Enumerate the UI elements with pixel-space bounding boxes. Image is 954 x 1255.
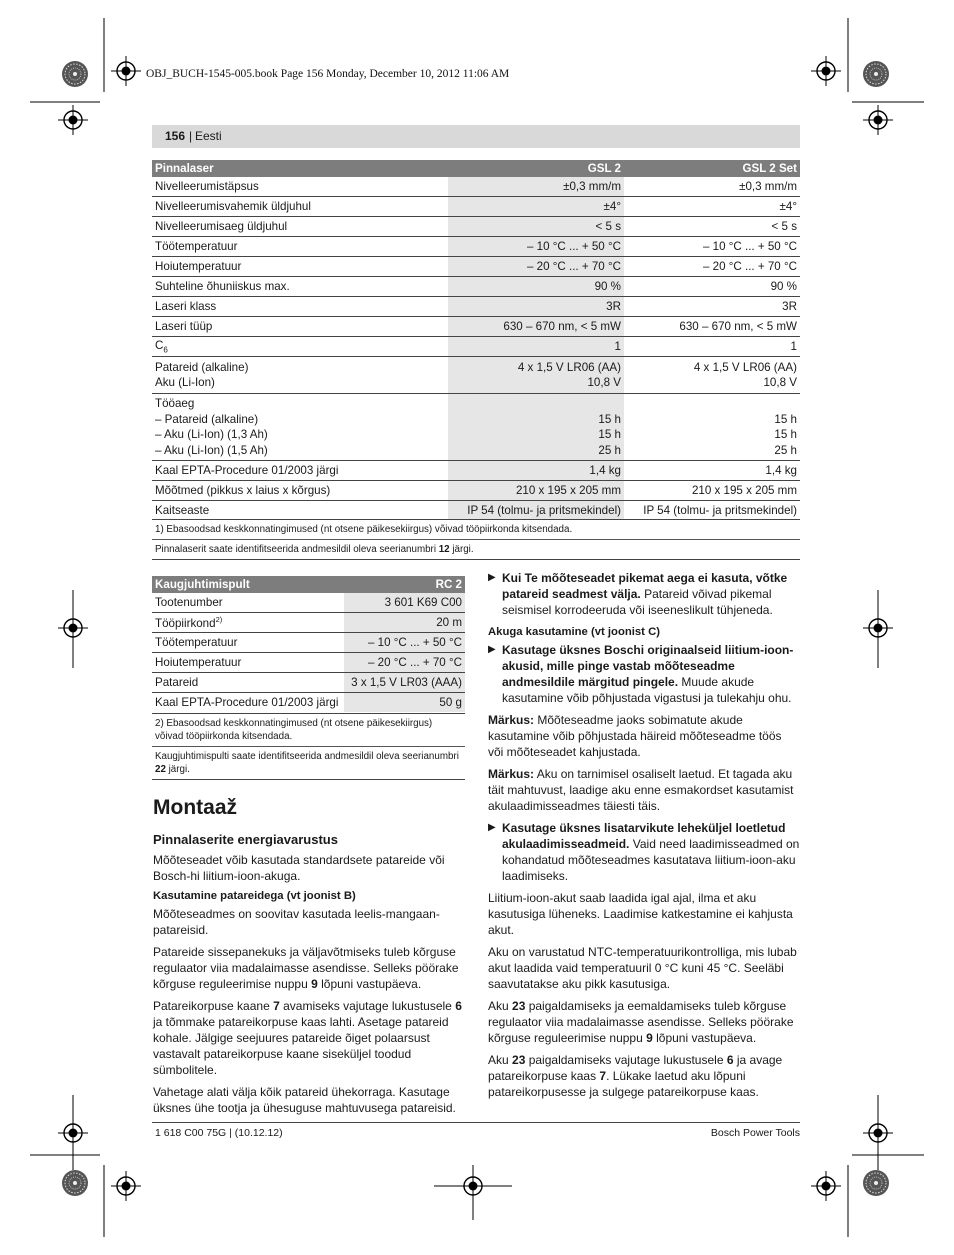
bullet-bold: Kasutage üksnes Boschi originaalseid liitium-ioon-akusid, mille pinge vastab mõõteseadme andmesildile märgitud pingele. xyxy=(502,643,794,689)
remote-value: – 10 °C ... + 50 °C xyxy=(344,633,465,653)
star-target-top-left xyxy=(62,61,88,87)
runtime-gsl2set-liion-13: 15 h xyxy=(774,428,797,441)
runtime-gsl2set-liion-15: 25 h xyxy=(774,443,797,457)
text-run: paigaldamiseks ja eemaldamiseks tuleb kõrguse regulaator viia madalaimasse asendisse. Selleks pöörake kõrguse reguleerimise nuppu xyxy=(488,999,794,1045)
spec-label: Nivelleerumisvahemik üldjuhul xyxy=(152,197,448,217)
runtime-liion-15-label: – Aku (Li-Ion) (1,5 Ah) xyxy=(155,443,268,457)
text-run: ja tõmmake patareikorpuse kaas lahti. Asetage patareid kohale. Jälgige seejuures patareide õiget polaarsust vastavalt patareikorpuse kaane siseküljel toodud sümbolitele. xyxy=(153,1015,449,1077)
table-row xyxy=(152,237,800,257)
text-run: Aku xyxy=(488,1053,513,1067)
remote-label: Kaal EPTA-Procedure 01/2003 järgi xyxy=(155,696,339,709)
spec-value-gsl2set: – 20 °C ... + 70 °C xyxy=(624,257,800,277)
remote-value: 20 m xyxy=(344,613,465,633)
subsection-heading: Pinnalaserite energiavarustus xyxy=(153,832,338,847)
runtime-title: Tööaeg xyxy=(155,397,195,410)
ref-number: 6 xyxy=(726,1053,734,1067)
table-row xyxy=(152,613,465,633)
table-row xyxy=(152,177,800,197)
batteries-liion-gsl2set: 10,8 V xyxy=(763,376,797,389)
table-row xyxy=(152,257,800,277)
spec-value-gsl2: – 20 °C ... + 70 °C xyxy=(448,257,624,277)
remote-header-label: Kaugjuhtimispult xyxy=(152,576,344,593)
table-row xyxy=(152,317,800,337)
bullet-triangle-icon: ▶ xyxy=(488,822,496,833)
spec-table-header xyxy=(152,160,800,177)
paragraph: Vahetage alati välja kõik patareid ühekorraga. Kasutage üksnes ühe tootja ja ühesuguse mahtuvusega patareisid. xyxy=(153,1085,456,1115)
remote-value: 50 g xyxy=(344,693,465,713)
spec-value-gsl2set: 90 % xyxy=(624,277,800,297)
ref-number: 9 xyxy=(311,977,318,991)
ref-number: 7 xyxy=(599,1069,607,1083)
spec-value-gsl2: – 10 °C ... + 50 °C xyxy=(448,237,624,257)
note-text: Mõõteseadme jaoks sobimatute akude kasutamine võib põhjustada häireid mõõteseadme töös või mõõteseadet kahjustada. xyxy=(488,713,782,759)
table-row xyxy=(152,653,465,673)
spec-value-gsl2: 210 x 195 x 205 mm xyxy=(448,481,624,501)
remote-range-label: Tööpiirkond xyxy=(155,616,216,630)
remote-footnote-1: 2) Ebasoodsad keskkonnatingimused (nt otsene päikesekiirgus) võivad tööpiirkonda kitsendada. xyxy=(152,714,465,747)
ref-number: 7 xyxy=(273,999,280,1013)
spec-label-batteries xyxy=(152,357,448,394)
star-target-bottom-right xyxy=(863,1170,889,1196)
bullet-text: Muude akude kasutamine võib põhjustada vigastusi ja tulekahju ohu. xyxy=(502,675,792,705)
bullet-item xyxy=(488,820,800,884)
text-run: Patareide sissepanekuks ja väljavõtmiseks tuleb kõrguse regulaator viia madalaimasse asendisse. Selleks pöörake kõrguse reguleerimise nuppu xyxy=(153,945,459,991)
table-row xyxy=(152,481,800,501)
remote-table-header xyxy=(152,576,465,593)
batteries-liion-label: Aku (Li-Ion) xyxy=(155,376,215,389)
spec-label: Nivelleerumisaeg üldjuhul xyxy=(152,217,448,237)
remote-label-range xyxy=(152,613,344,633)
remote-footnote-2 xyxy=(152,747,465,780)
footer-rule xyxy=(152,1122,800,1123)
bullet-bold: Kasutage üksnes lisatarvikute leheküljel loetletud akulaadimisseadmeid. xyxy=(502,821,786,851)
paragraph: Aku on varustatud NTC-temperatuurikontrolliga, mis lubab akut laadida vaid temperatuuril 0 °C kuni 45 °C. Seeläbi saavutatakse aku pikk kasutusiga. xyxy=(488,945,797,991)
remote-range-sup: 2) xyxy=(215,615,223,625)
runtime-gsl2-liion-13: 15 h xyxy=(598,428,621,441)
runtime-alkaline-label: – Patareid (alkaline) xyxy=(155,412,259,426)
ref-number: 23 xyxy=(512,1053,526,1067)
table-row xyxy=(152,633,465,653)
table-row xyxy=(152,197,800,217)
sub-heading-batteries: Kasutamine patareidega (vt joonist B) xyxy=(153,890,356,902)
note-text: Aku on tarnimisel osaliselt laetud. Et tagada aku täit mahtuvust, laadige aku enne esmakordset kasutamist akulaadimisseadmes täiesti täis. xyxy=(488,767,794,813)
ref-number: 9 xyxy=(646,1031,653,1045)
runtime-gsl2-liion-15: 25 h xyxy=(598,443,621,457)
spec-value-gsl2set: 1 xyxy=(624,337,800,357)
ref-number: 23 xyxy=(512,999,526,1013)
spec-value-gsl2: < 5 s xyxy=(448,217,624,237)
spec-footnote-2 xyxy=(152,540,800,560)
remote-label: Tootenumber xyxy=(152,593,344,613)
table-row xyxy=(152,337,800,357)
text-run: ja avage patareikorpuse kaas xyxy=(488,1053,783,1083)
left-column xyxy=(153,796,465,1122)
spec-value-gsl2 xyxy=(448,357,624,394)
runtime-liion-13-label: – Aku (Li-Ion) (1,3 Ah) xyxy=(155,428,268,441)
text-run: avamiseks vajutage lukustusele xyxy=(279,999,456,1013)
text-run: Patareikorpuse kaane xyxy=(153,999,274,1013)
spec-value-gsl2: 1,4 kg xyxy=(448,461,624,481)
remote-footnote-2-text: Kaugjuhtimispulti saate identifitseerida andmesildil oleva seerianumbri xyxy=(155,751,459,762)
spec-label: Mõõtmed (pikkus x laius x kõrgus) xyxy=(152,481,448,501)
table-row xyxy=(152,673,465,693)
paragraph: Liitium-ioon-akut saab laadida igal ajal, ilma et aku kasutusiga lüheneks. Laadimise katkestamine ei kahjusta akut. xyxy=(488,891,793,937)
bullet-item xyxy=(488,570,800,618)
spec-value-gsl2set: IP 54 (tolmu- ja pritsmekindel) xyxy=(643,504,797,517)
spec-value-gsl2set: 1,4 kg xyxy=(624,461,800,481)
table-row xyxy=(152,501,800,521)
spec-footnotes xyxy=(152,519,800,560)
remote-table xyxy=(152,576,465,712)
page-number: 156 xyxy=(165,129,186,143)
text-run: Aku xyxy=(488,999,513,1013)
spec-label-c6 xyxy=(152,337,448,357)
sub-heading-battery: Akuga kasutamine (vt joonist C) xyxy=(488,626,660,638)
runtime-gsl2-alkaline: 15 h xyxy=(598,412,621,426)
batteries-alkaline-label: Patareid (alkaline) xyxy=(155,361,249,374)
spec-table xyxy=(152,160,800,520)
paragraph xyxy=(488,998,800,1046)
page-language: Eesti xyxy=(195,129,222,143)
spec-value-gsl2set: < 5 s xyxy=(624,217,800,237)
spec-value-gsl2: 3R xyxy=(448,297,624,317)
table-row xyxy=(152,693,465,713)
ref-number: 6 xyxy=(455,999,462,1013)
spec-value-gsl2set xyxy=(624,394,800,461)
note-label: Märkus: xyxy=(488,767,535,781)
table-row xyxy=(152,357,800,394)
c6-letter: C xyxy=(155,338,164,352)
remote-footnotes xyxy=(152,713,465,780)
page-header-bar xyxy=(152,125,800,148)
runtime-gsl2set-alkaline: 15 h xyxy=(774,412,797,426)
spec-value-gsl2set xyxy=(624,357,800,394)
bullet-text: Vaid need laadimisseadmed on kohandatud mõõteseadmes kasutatava liitium-ioon-aku laadimiseks. xyxy=(502,837,800,883)
note xyxy=(488,766,800,814)
paragraph: Mõõteseadmes on soovitav kasutada leelis-mangaan-patareisid. xyxy=(153,907,440,937)
paragraph xyxy=(153,944,465,992)
spec-value-gsl2: IP 54 (tolmu- ja pritsmekindel) xyxy=(448,501,624,521)
star-target-top-right xyxy=(863,61,889,87)
page-separator: | xyxy=(189,129,193,143)
batteries-alkaline-gsl2set: 4 x 1,5 V LR06 (AA) xyxy=(693,361,797,374)
footer-brand: Bosch Power Tools xyxy=(710,1127,800,1139)
spec-value-gsl2: ±0,3 mm/m xyxy=(448,177,624,197)
spec-value-gsl2set: 210 x 195 x 205 mm xyxy=(624,481,800,501)
print-header: OBJ_BUCH-1545-005.book Page 156 Monday, December 10, 2012 11:06 AM xyxy=(146,68,510,80)
paragraph xyxy=(153,998,465,1078)
paragraph: Mõõteseadet võib kasutada standardsete patareide või Bosch-hi liitium-ioon-akuga. xyxy=(153,853,445,883)
table-row xyxy=(152,277,800,297)
spec-label: Töötemperatuur xyxy=(152,237,448,257)
remote-header-model: RC 2 xyxy=(344,576,465,593)
remote-footnote-2-ref: 22 xyxy=(155,764,166,775)
spec-label: Suhteline õhuniiskus max. xyxy=(152,277,448,297)
spec-label: Kaitseaste xyxy=(155,504,210,517)
c6-subscript: 6 xyxy=(163,345,168,355)
bullet-triangle-icon: ▶ xyxy=(488,644,496,655)
note xyxy=(488,712,800,760)
spec-value-gsl2: 90 % xyxy=(448,277,624,297)
right-column xyxy=(488,570,800,1106)
spec-header-gsl2: GSL 2 xyxy=(448,160,624,177)
remote-footnote-2-end: järgi. xyxy=(165,764,190,775)
bullet-text: Patareid võivad pikemal seismisel korrodeeruda või iseeneslikult tühjeneda. xyxy=(502,587,773,617)
table-row xyxy=(152,217,800,237)
paragraph xyxy=(488,1052,800,1100)
spec-label-runtime xyxy=(152,394,448,461)
spec-footnote-2-ref: 12 xyxy=(438,544,450,555)
spec-label: Kaal EPTA-Procedure 01/2003 järgi xyxy=(152,461,448,481)
spec-label: Hoiutemperatuur xyxy=(152,257,448,277)
bullet-bold: Kui Te mõõteseadet pikemat aega ei kasuta, võtke patareid seadmest välja. xyxy=(502,571,788,601)
spec-value-gsl2set: 3R xyxy=(624,297,800,317)
bullet-item xyxy=(488,642,800,706)
remote-label: Töötemperatuur xyxy=(152,633,344,653)
table-row xyxy=(152,297,800,317)
note-label: Märkus: xyxy=(488,713,535,727)
star-target-bottom-left xyxy=(62,1170,88,1196)
spec-label: Laseri tüüp xyxy=(152,317,448,337)
spec-value-gsl2set: 630 – 670 nm, < 5 mW xyxy=(624,317,800,337)
spec-header-gsl2set: GSL 2 Set xyxy=(624,160,800,177)
table-row xyxy=(152,461,800,481)
remote-value: 3 601 K69 C00 xyxy=(344,593,465,613)
spec-footnote-1: 1) Ebasoodsad keskkonnatingimused (nt otsene päikesekiirgus) võivad tööpiirkonda kitsendada. xyxy=(152,520,800,540)
spec-value-gsl2: ±4° xyxy=(448,197,624,217)
text-run: lõpuni vastupäeva. xyxy=(317,977,422,991)
spec-value-gsl2 xyxy=(448,394,624,461)
section-heading: Montaaž xyxy=(153,796,237,819)
spec-value-gsl2set: ±0,3 mm/m xyxy=(624,177,800,197)
batteries-alkaline-gsl2: 4 x 1,5 V LR06 (AA) xyxy=(517,361,621,374)
text-run: paigaldamiseks vajutage lukustusele xyxy=(525,1053,727,1067)
text-run: lõpuni vastupäeva. xyxy=(652,1031,757,1045)
table-row xyxy=(152,593,465,613)
spec-value-gsl2: 1 xyxy=(448,337,624,357)
remote-label: Hoiutemperatuur xyxy=(152,653,344,673)
spec-header-label: Pinnalaser xyxy=(152,160,448,177)
spec-label: Laseri klass xyxy=(152,297,448,317)
text-run: . Lükake laetud aku lõpuni patareikorpusesse ja sulgege patareikorpuse kaas. xyxy=(488,1069,759,1099)
spec-label: Nivelleerumistäpsus xyxy=(152,177,448,197)
remote-label: Patareid xyxy=(152,673,344,693)
spec-value-gsl2set: ±4° xyxy=(624,197,800,217)
spec-value-gsl2: 630 – 670 nm, < 5 mW xyxy=(448,317,624,337)
footer-doc-number: 1 618 C00 75G | (10.12.12) xyxy=(155,1127,283,1139)
remote-value: 3 x 1,5 V LR03 (AAA) xyxy=(344,673,465,693)
spec-footnote-2-end: järgi. xyxy=(449,544,474,555)
batteries-liion-gsl2: 10,8 V xyxy=(587,376,621,389)
table-row xyxy=(152,394,800,461)
spec-footnote-2-text: Pinnalaserit saate identifitseerida andmesildil oleva seerianumbri xyxy=(155,544,439,555)
bullet-triangle-icon: ▶ xyxy=(488,572,496,583)
spec-value-gsl2set: – 10 °C ... + 50 °C xyxy=(624,237,800,257)
remote-value: – 20 °C ... + 70 °C xyxy=(344,653,465,673)
